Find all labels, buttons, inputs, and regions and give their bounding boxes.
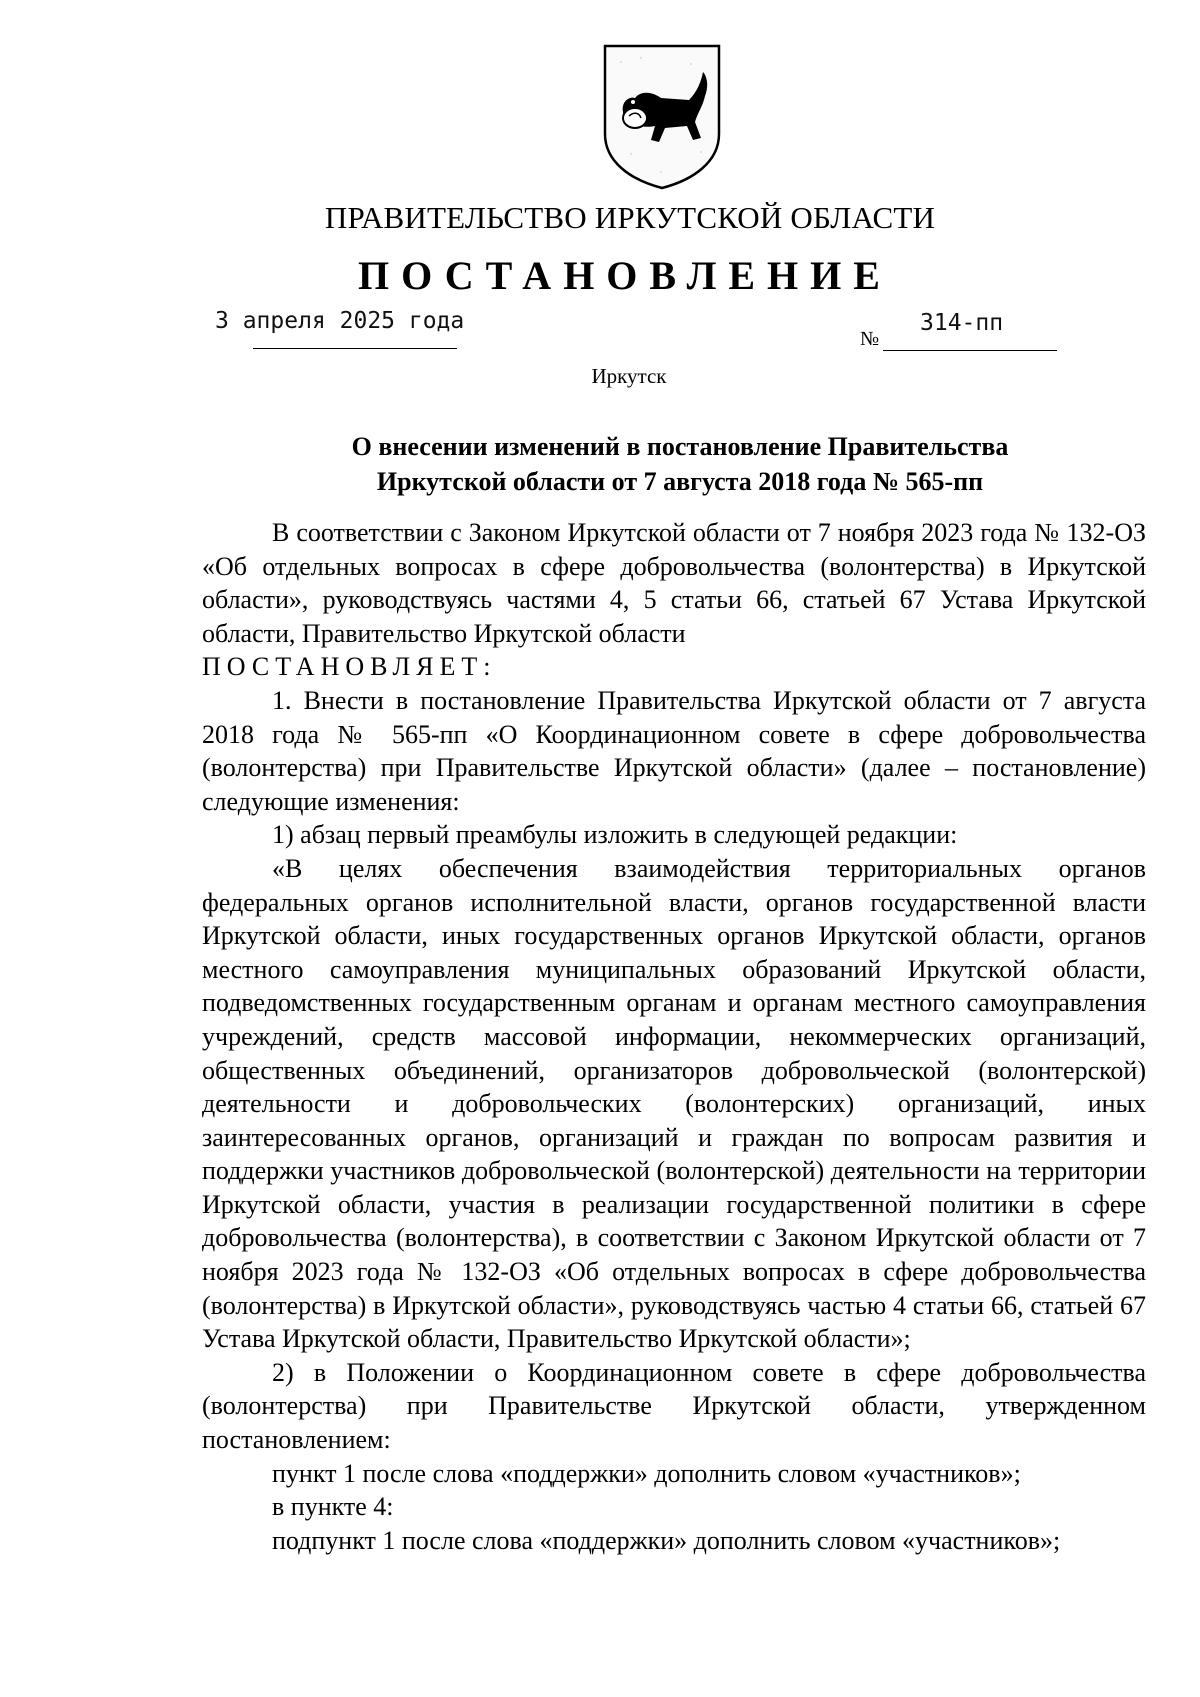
date-underline (253, 348, 457, 349)
irkutsk-coat-of-arms-icon (601, 42, 723, 192)
document-type-title: ПОСТАНОВЛЕНИЕ (358, 253, 892, 298)
organization-title: ПРАВИТЕЛЬСТВО ИРКУТСКОЙ ОБЛАСТИ (324, 200, 936, 235)
number-sign: № (860, 328, 880, 350)
document-number: 314-пп (920, 310, 1004, 336)
document-subject (200, 429, 1160, 499)
subject-line-1: О внесении изменений в постановление Правительства (351, 432, 1009, 461)
amendment-line-1: пункт 1 после слова «поддержки» дополнить словом «участников»; (272, 1458, 1021, 1488)
resolves-heading: ПОСТАНОВЛЯЕТ: (202, 652, 497, 682)
amendment-line-2: в пункте 4: (272, 1492, 394, 1522)
subitem-1-paragraph: 1) абзац первый преамбулы изложить в следующей редакции: (272, 820, 958, 850)
amendment-line-3: подпункт 1 после слова «поддержки» дополнить словом «участников»; (272, 1525, 1061, 1555)
subitem-2-paragraph: 2) в Положении о Координационном совете в сфере добровольчества (волонтерства) при Правительстве Иркутской области, утвержденном постановлением: (202, 1357, 1146, 1455)
document-body (202, 516, 1146, 1557)
document-date: 3 апреля 2025 года (215, 308, 465, 334)
item-1-paragraph: 1. Внести в постановление Правительства Иркутской области от 7 августа 2018 года № 565-пп «О Координационном совете в сфере добровольчества (волонтерства) при Правительстве Иркутской области» (далее – постановление) следующие изменения: (202, 685, 1146, 816)
city-label: Иркутск (591, 364, 667, 388)
number-underline (883, 350, 1057, 351)
subject-line-2: Иркутской области от 7 августа 2018 года № 565-пп (376, 467, 984, 496)
preamble-paragraph: В соответствии с Законом Иркутской области от 7 ноября 2023 года № 132-ОЗ «Об отдельных вопросах в сфере добровольчества (волонтерства) в Иркутской области», руководствуясь частями 4, 5 статьи 66, статьей 67 Устава Иркутской области, Правительство Иркутской области (202, 518, 1146, 648)
quoted-preamble-paragraph: «В целях обеспечения взаимодействия территориальных органов федеральных органов исполнительной власти, органов государственной власти Иркутской области, иных государственных органов Иркутской области, органов местного самоуправления муниципальных образований Иркутской области, подведомственных государственным органам и органам местного самоуправления учреждений, средств массовой информации, некоммерческих организаций, общественных объединений, организаторов добровольческой (волонтерской) деятельности и добровольческих (волонтерских) организаций, иных заинтересованных органов, организаций и граждан по вопросам развития и поддержки участников добровольческой (волонтерской) деятельности на территории Иркутской области, участия в реализации государственной политики в сфере добровольчества (волонтерства), в соответствии с Законом Иркутской области от 7 ноября 2023 года № 132-ОЗ «Об отдельных вопросах в сфере добровольчества (волонтерства) в Иркутской области», руководствуясь частью 4 статьи 66, статьей 67 Устава Иркутской области, Правительство Иркутской области»; (202, 853, 1146, 1354)
